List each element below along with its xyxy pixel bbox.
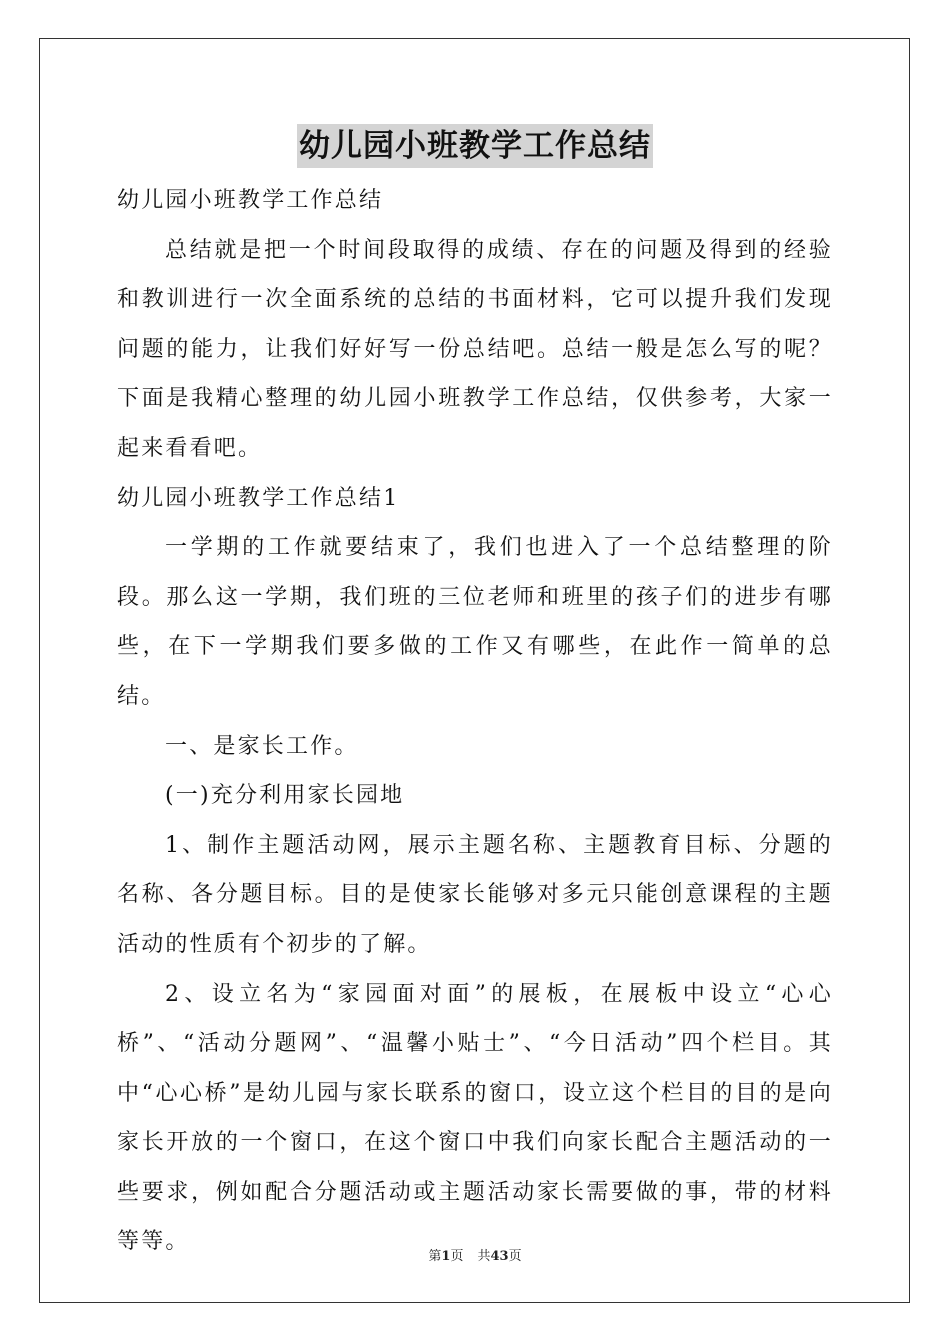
- paragraph: 2、设立名为“家园面对面”的展板，在展板中设立“心心桥”、“活动分题网”、“温馨小贴士”、“今日活动”四个栏目。其中“心心桥”是幼儿园与家长联系的窗口，设立这个栏目的目的是向家长开放的一个窗口，在这个窗口中我们向家长配合主题活动的一些要求，例如配合分题活动或主题活动家长需要做的事，带的材料等等。: [117, 981, 833, 1255]
- page-number-prefix: 第: [428, 1249, 442, 1264]
- paragraph: 一学期的工作就要结束了，我们也进入了一个总结整理的阶段。那么这一学期，我们班的三位老师和班里的孩子们的进步有哪些，在下一学期我们要多做的工作又有哪些，在此作一简单的总结。: [117, 535, 833, 709]
- page-footer: [0, 1245, 950, 1264]
- document-body: [117, 176, 833, 1267]
- paragraph: 总结就是把一个时间段取得的成绩、存在的问题及得到的经验和教训进行一次全面系统的总结的书面材料，它可以提升我们发现问题的能力，让我们好好写一份总结吧。总结一般是怎么写的呢？下面是我精心整理的幼儿园小班教学工作总结，仅供参考，大家一起来看看吧。: [117, 237, 833, 461]
- total-pages-suffix: 页: [508, 1249, 522, 1264]
- title-container: [0, 124, 950, 168]
- page-number-suffix: 页: [450, 1249, 464, 1264]
- paragraph: 幼儿园小班教学工作总结: [117, 188, 384, 213]
- paragraph: (一)充分利用家长园地: [165, 783, 405, 809]
- paragraph: 一、是家长工作。: [165, 733, 359, 759]
- total-pages-count: 43: [490, 1249, 509, 1264]
- page-number-current: 1: [441, 1249, 451, 1264]
- paragraph: 1、制作主题活动网，展示主题名称、主题教育目标、分题的名称、各分题目标。目的是使家长能够对多元只能创意课程的主题活动的性质有个初步的了解。: [117, 832, 833, 957]
- total-pages-prefix: 共: [477, 1249, 491, 1264]
- paragraph: 幼儿园小班教学工作总结1: [117, 485, 400, 511]
- document-title: 幼儿园小班教学工作总结: [297, 124, 653, 168]
